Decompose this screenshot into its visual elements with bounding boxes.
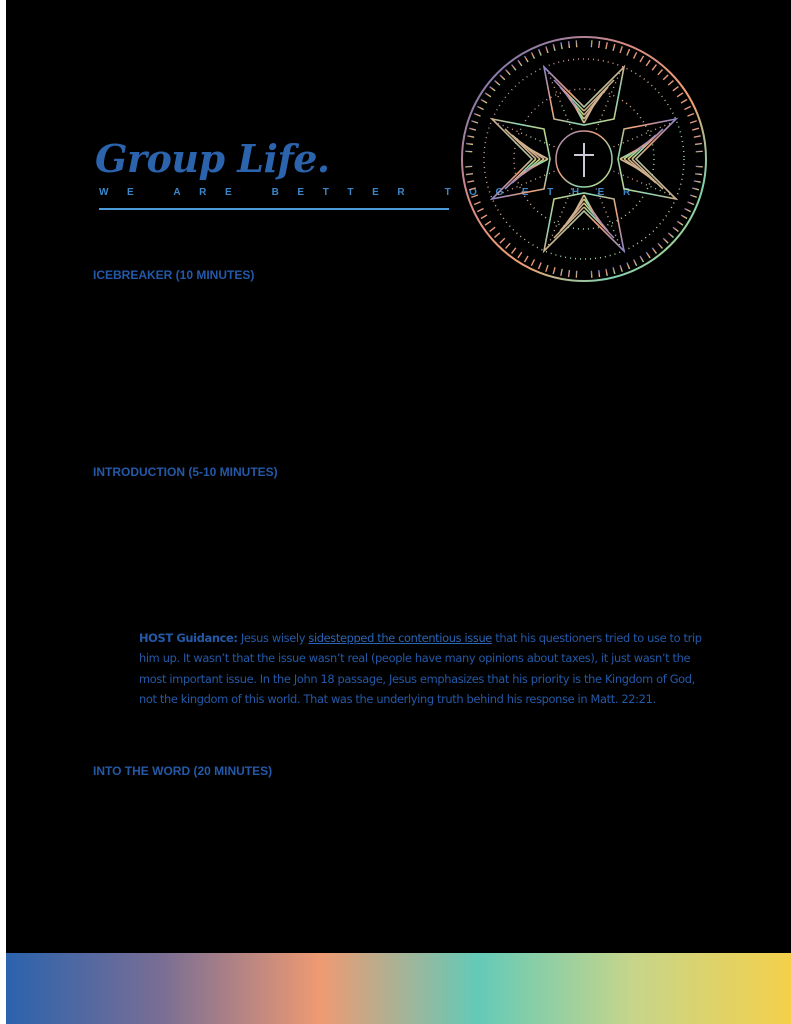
section-heading-icebreaker: ICEBREAKER (10 MINUTES) <box>93 268 255 282</box>
host-guidance-text-rest: that his questioners tried to use to trip him up. It wasn’t that the issue wasn’t real (people have many opinions about taxes), it just wasn’t the most important issue. In the John 18 passage, Jesus emphasizes that his priority is the Kingdom of God, not the kingdom of this world. That was the underlying truth behind his response in Matt. 22:21. <box>139 631 702 706</box>
footer-gradient-bar <box>6 953 791 1024</box>
hands-cross-emblem-icon <box>455 33 713 285</box>
host-guidance-text-start: Jesus wisely <box>237 631 309 645</box>
brand-tagline: WE ARE BETTER TOGETHER <box>99 187 649 198</box>
section-heading-introduction: INTRODUCTION (5-10 MINUTES) <box>93 465 278 479</box>
brand-title: Group Life. <box>95 136 330 181</box>
host-guidance-label: HOST Guidance: <box>139 631 238 645</box>
section-heading-into-the-word: INTO THE WORD (20 MINUTES) <box>93 764 273 778</box>
tagline-underline <box>99 208 449 210</box>
host-guidance-paragraph <box>139 628 714 709</box>
sidestepped-issue-link[interactable]: sidestepped the contentious issue <box>308 631 492 645</box>
